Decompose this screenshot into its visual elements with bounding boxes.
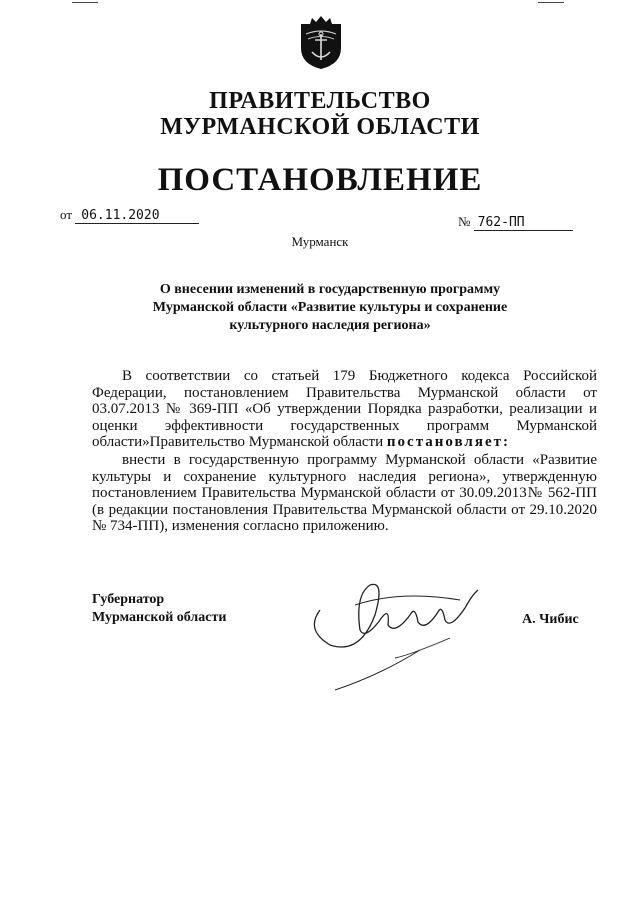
- handwritten-signature: [300, 560, 530, 700]
- signatory-title: [92, 591, 226, 627]
- body-paragraph-1: [92, 368, 597, 451]
- scan-mark: [72, 2, 98, 3]
- body-paragraph-2: внести в государственную программу Мурманской области «Развитие культуры и сохранение культурного наследия региона», утвержденную постановлением Правительства Мурманской области от 30.09.2013№ 562-ПП (в редакции постановления Правительства Мурманской области от 29.10.2020 № 734-ПП), изменения согласно приложению.: [92, 452, 597, 534]
- subject-line: культурного наследия региона»: [229, 318, 431, 333]
- document-type: ПОСТАНОВЛЕНИЕ: [157, 162, 483, 198]
- number-prefix: №: [458, 214, 471, 229]
- signatory-title-line: Мурманской области: [92, 610, 227, 625]
- document-subject: [100, 281, 560, 335]
- paragraph-text: В соответствии со статьей 179 Бюджетного кодекса Российской Федерации, постановлением Правительства Мурманской области от 03.07.2013 № 369-ПП «Об утверждении Порядка разработки, реализации и оценки эффективности государственных программ Мурманской области»Правительство Мурманской области: [92, 368, 597, 450]
- signatory-name: А. Чибис: [522, 612, 579, 627]
- document-date: [60, 207, 199, 224]
- subject-line: Мурманской области «Развитие культуры и сохранение: [152, 300, 508, 315]
- date-value: 06.11.2020: [75, 208, 199, 224]
- organization-name-line2: МУРМАНСКОЙ ОБЛАСТИ: [160, 114, 480, 140]
- document-number: [458, 214, 573, 231]
- subject-line: О внесении изменений в государственную программу: [159, 282, 501, 297]
- number-value: 762-ПП: [474, 215, 573, 231]
- organization-name-line1: ПРАВИТЕЛЬСТВО: [209, 88, 431, 114]
- scan-mark: [538, 2, 564, 3]
- date-prefix: от: [60, 207, 73, 222]
- signatory-title-line: Губернатор: [92, 592, 165, 607]
- city: Мурманск: [291, 234, 349, 249]
- resolution-keyword: постановляет:: [386, 434, 510, 450]
- coat-of-arms-emblem: [298, 14, 344, 70]
